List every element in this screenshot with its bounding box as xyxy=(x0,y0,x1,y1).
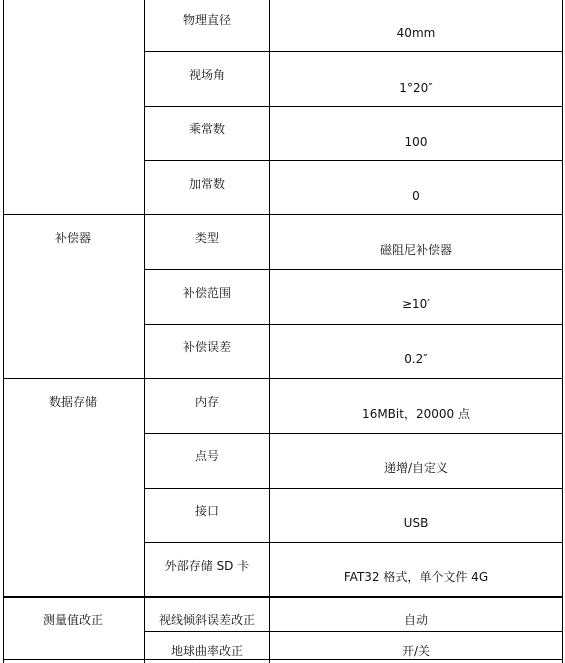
param-label: 乘常数 xyxy=(188,122,226,136)
param-label: 类型 xyxy=(194,231,220,245)
table-border-left xyxy=(3,0,4,663)
row-divider xyxy=(144,51,563,52)
param-label: 加常数 xyxy=(188,177,226,191)
param-label: 内存 xyxy=(194,395,220,409)
category-label: 数据存储 xyxy=(48,395,98,409)
group-divider xyxy=(3,214,563,215)
param-value: 1°20″ xyxy=(399,81,433,95)
param-label: 补偿误差 xyxy=(182,340,232,354)
row-divider xyxy=(144,269,563,270)
category-label: 测量值改正 xyxy=(42,613,104,627)
param-value: USB xyxy=(403,516,429,530)
param-value: 磁阻尼补偿器 xyxy=(379,243,453,257)
param-value: 自动 xyxy=(403,613,429,627)
table-border-right xyxy=(562,0,563,663)
param-label: 地球曲率改正 xyxy=(170,644,244,658)
row-divider xyxy=(144,542,563,543)
param-value: 16MBit，20000 点 xyxy=(362,407,470,421)
row-divider xyxy=(144,324,563,325)
param-label: 点号 xyxy=(194,449,220,463)
param-value: ≥10′ xyxy=(401,297,431,311)
column-divider-1 xyxy=(144,0,145,663)
row-divider xyxy=(144,433,563,434)
group-divider xyxy=(3,378,563,379)
param-label: 视线倾斜误差改正 xyxy=(158,613,256,627)
column-divider-2 xyxy=(269,0,270,663)
param-label: 物理直径 xyxy=(182,13,232,27)
param-value: 开/关 xyxy=(401,644,431,658)
group-divider xyxy=(3,659,563,660)
row-divider xyxy=(144,106,563,107)
param-label: 外部存储 SD 卡 xyxy=(164,559,250,573)
param-label: 补偿范围 xyxy=(182,286,232,300)
group-divider xyxy=(3,596,563,598)
param-value: 100 xyxy=(404,135,428,149)
param-label: 接口 xyxy=(194,504,220,518)
param-label: 视场角 xyxy=(188,68,226,82)
row-divider xyxy=(144,488,563,489)
param-value: 递增/自定义 xyxy=(383,461,449,475)
param-value: FAT32 格式，单个文件 4G xyxy=(343,570,489,584)
row-divider xyxy=(144,160,563,161)
row-divider xyxy=(144,631,563,632)
param-value: 40mm xyxy=(396,26,436,40)
param-value: 0.2″ xyxy=(404,352,428,366)
category-label: 补偿器 xyxy=(54,231,92,245)
param-value: 0 xyxy=(412,189,420,203)
